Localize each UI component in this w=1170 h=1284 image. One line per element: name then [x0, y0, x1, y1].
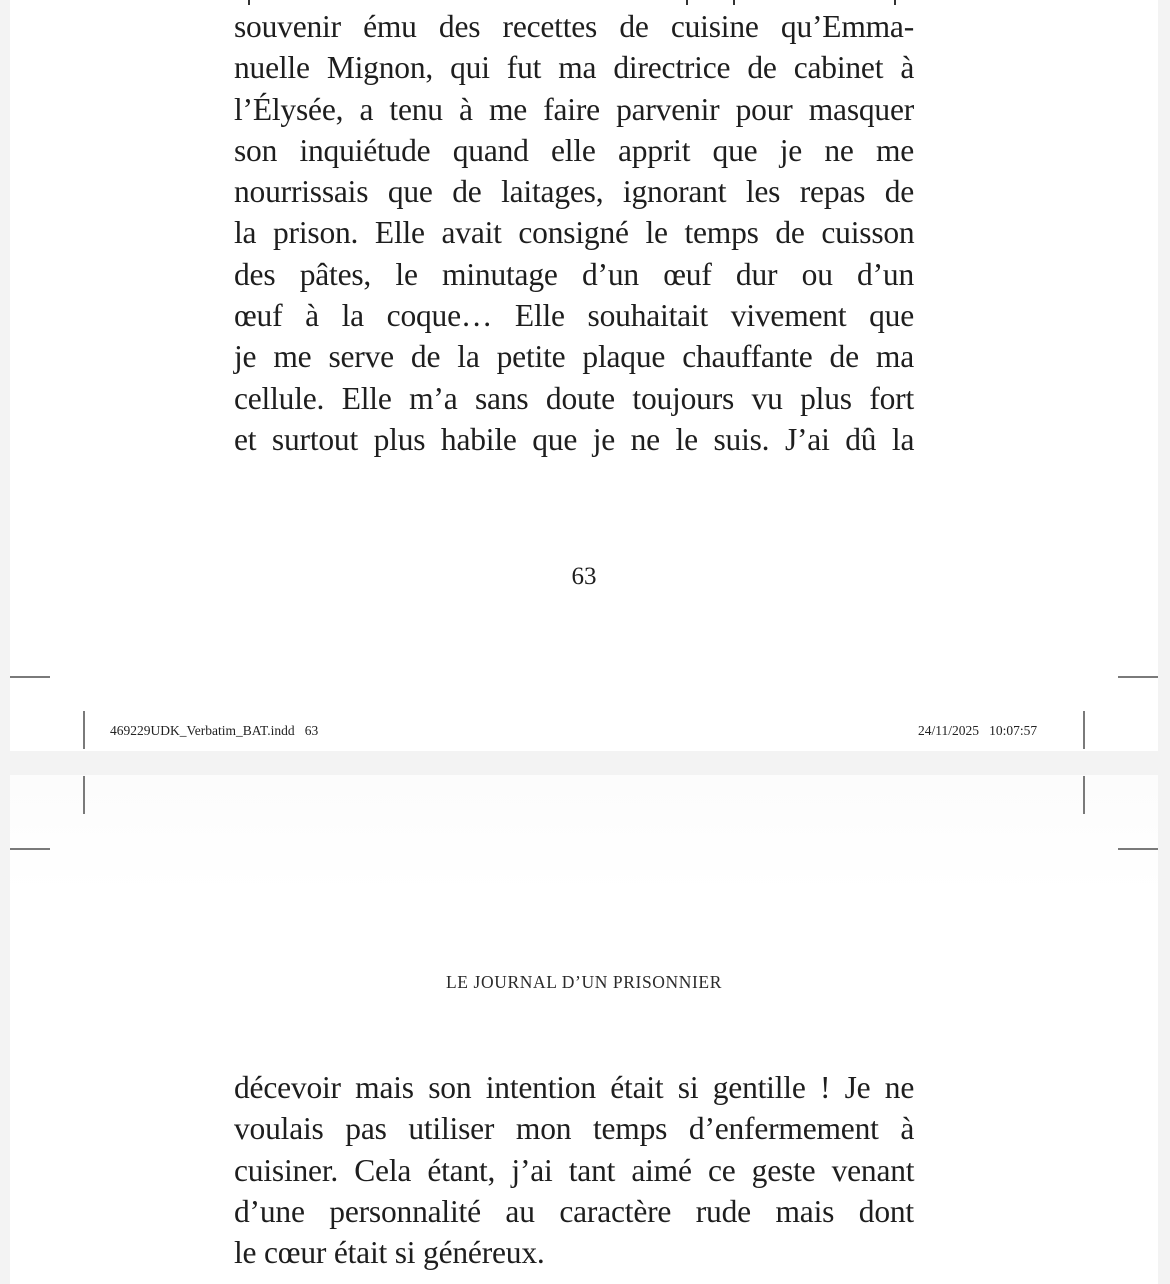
text-line: nourrissais que de laitages, ignorant les repas de [234, 174, 915, 210]
text-line: son inquiétude quand elle apprit que je ne me [234, 132, 915, 168]
crop-mark-vertical-right-bottom [1083, 776, 1085, 814]
text-line: décevoir mais son intention était si gentille ! Je ne [234, 1070, 915, 1105]
page-number: 63 [571, 563, 597, 590]
slug-file-info: 469229UDK_Verbatim_BAT.indd 63 [110, 723, 319, 738]
text-line: et surtout plus habile que je ne le suis. J’ai dû la [234, 421, 915, 457]
text-line: le cœur était si généreux. [234, 1235, 545, 1271]
crop-mark-left-top [10, 676, 50, 678]
crop-mark-left-bottom [10, 848, 50, 850]
text-line: la prison. Elle avait consigné le temps de cuisson [234, 215, 915, 251]
crop-mark-vertical-right-top [1083, 711, 1085, 749]
text-line: d’une personnalité au caractère rude mais dont [234, 1193, 914, 1229]
crop-mark-right-top [1118, 676, 1158, 678]
text-line: des pâtes, le minutage d’un œuf dur ou d’un [234, 256, 914, 292]
crop-mark-right-bottom [1118, 848, 1158, 850]
text-line: l’Élysée, a tenu à me faire parvenir pour masquer [234, 91, 915, 127]
text-line: cellule. Elle m’a sans doute toujours vu plus fort [234, 380, 914, 416]
slug-datetime: 24/11/2025 10:07:57 [918, 723, 1038, 738]
text-line: nuelle Mignon, qui fut ma directrice de cabinet à [234, 50, 915, 86]
text-line: cuisiner. Cela étant, j’ai tant aimé ce geste venant [234, 1152, 915, 1188]
text-line: œuf à la coque… Elle souhaitait vivement que [234, 298, 914, 334]
top-page-paragraph [234, 6, 914, 460]
running-head: LE JOURNAL D’UN PRISONNIER [446, 972, 722, 992]
crop-mark-vertical-left-bottom [83, 776, 85, 814]
text-line: je me serve de la petite plaque chauffante de ma [234, 339, 914, 375]
crop-mark-vertical-left-top [83, 711, 85, 749]
text-line: voulais pas utiliser mon temps d’enfermement à [234, 1111, 915, 1147]
bottom-page-paragraph [234, 1067, 914, 1273]
text-line: souvenir ému des recettes de cuisine qu’Emma- [234, 9, 914, 44]
